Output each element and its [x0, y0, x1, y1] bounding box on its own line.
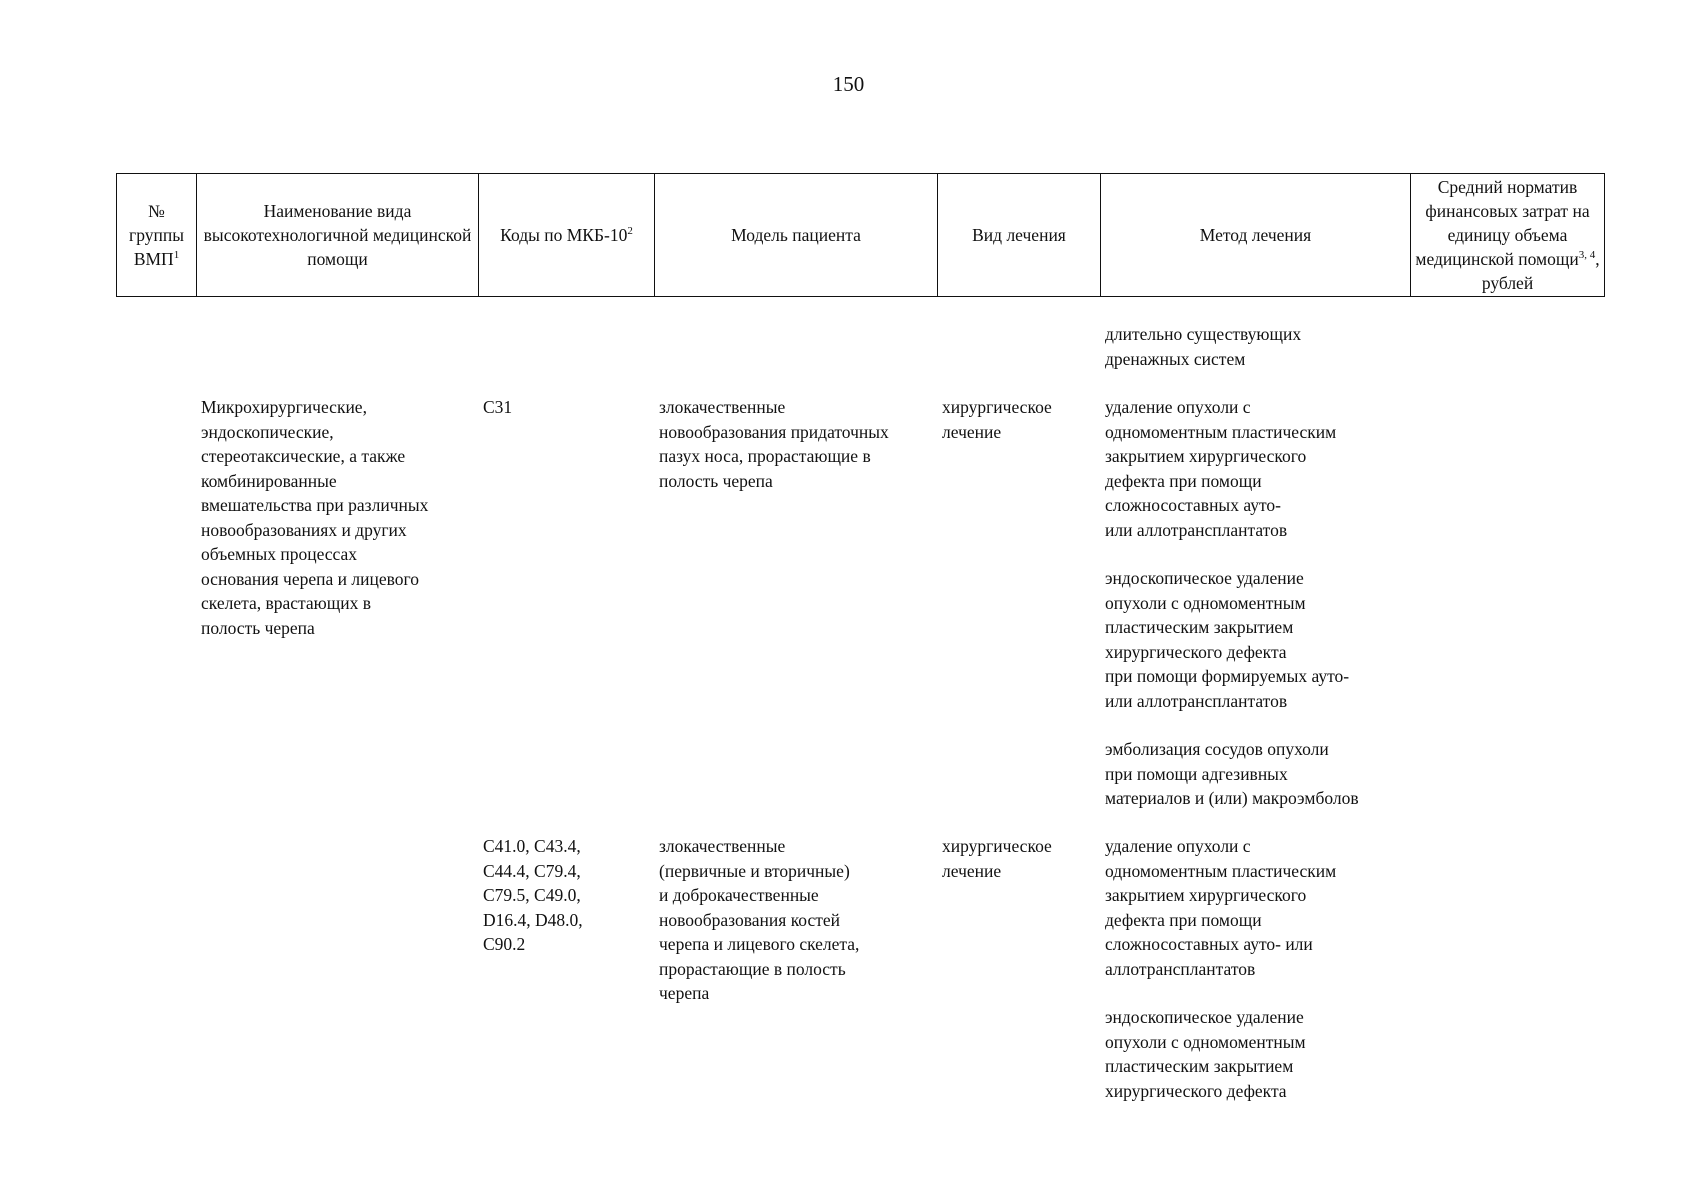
row2-treatment-type: хирургическое лечение	[942, 836, 1052, 881]
header-treatment-type: Вид лечения	[938, 174, 1101, 297]
care-type-name: Микрохирургические, эндоскопические, стереотаксические, а также комбинированные вмешательства при различных новообразованиях и других объемных процессах основания черепа и лицевого скелета, врастающих в полость черепа	[201, 397, 429, 638]
header-icd-codes: Коды по МКБ-$10^2$	[479, 174, 655, 297]
row1-icd-codes: C31	[483, 397, 513, 417]
header-care-type-name: Наименование вида высокотехнологичной медицинской помощи	[197, 174, 479, 297]
row2-method-2: эндоскопическое удаление опухоли с одномоментным пластическим закрытием хирургического дефекта	[1105, 1007, 1306, 1101]
row2-icd-codes: C41.0, C43.4, C44.4, C79.4, C79.5, C49.0, D16.4, D48.0, C90.2	[483, 836, 583, 954]
row2-patient-model: злокачественные (первичные и вторичные) и доброкачественные новообразования костей черепа и лицевого скелета, прорастающие в полость черепа	[659, 836, 860, 1003]
header-patient-model: Модель пациента	[655, 174, 938, 297]
continuation-method-text: длительно существующих дренажных систем	[1105, 324, 1302, 369]
row1-patient-model: злокачественные новообразования придаточных пазух носа, прорастающие в полость черепа	[659, 397, 889, 491]
row1-method-1: удаление опухоли с одномоментным пластическим закрытием хирургического дефекта при помощи сложносоставных ауто- или аллотрансплантатов	[1105, 397, 1337, 540]
header-average-cost: Средний норматив финансовых затрат на единицу объема медицинской помощи$^{3, 4}$, рублей	[1411, 174, 1605, 297]
header-treatment-method: Метод лечения	[1101, 174, 1411, 297]
row2-method-1: удаление опухоли с одномоментным пластическим закрытием хирургического дефекта при помощи сложносоставных ауто- или аллотрансплантатов	[1105, 836, 1337, 979]
header-group-number: № группы ВМП$^1$	[117, 174, 197, 297]
page-number: 150	[832, 72, 865, 96]
table-header	[116, 173, 1605, 297]
row1-method-2: эндоскопическое удаление опухоли с одномоментным пластическим закрытием хирургического дефекта при помощи формируемых ауто- или аллотрансплантатов	[1105, 568, 1350, 711]
row1-treatment-type: хирургическое лечение	[942, 397, 1052, 442]
row1-method-3: эмболизация сосудов опухоли при помощи адгезивных материалов и (или) макроэмболов	[1105, 739, 1359, 808]
